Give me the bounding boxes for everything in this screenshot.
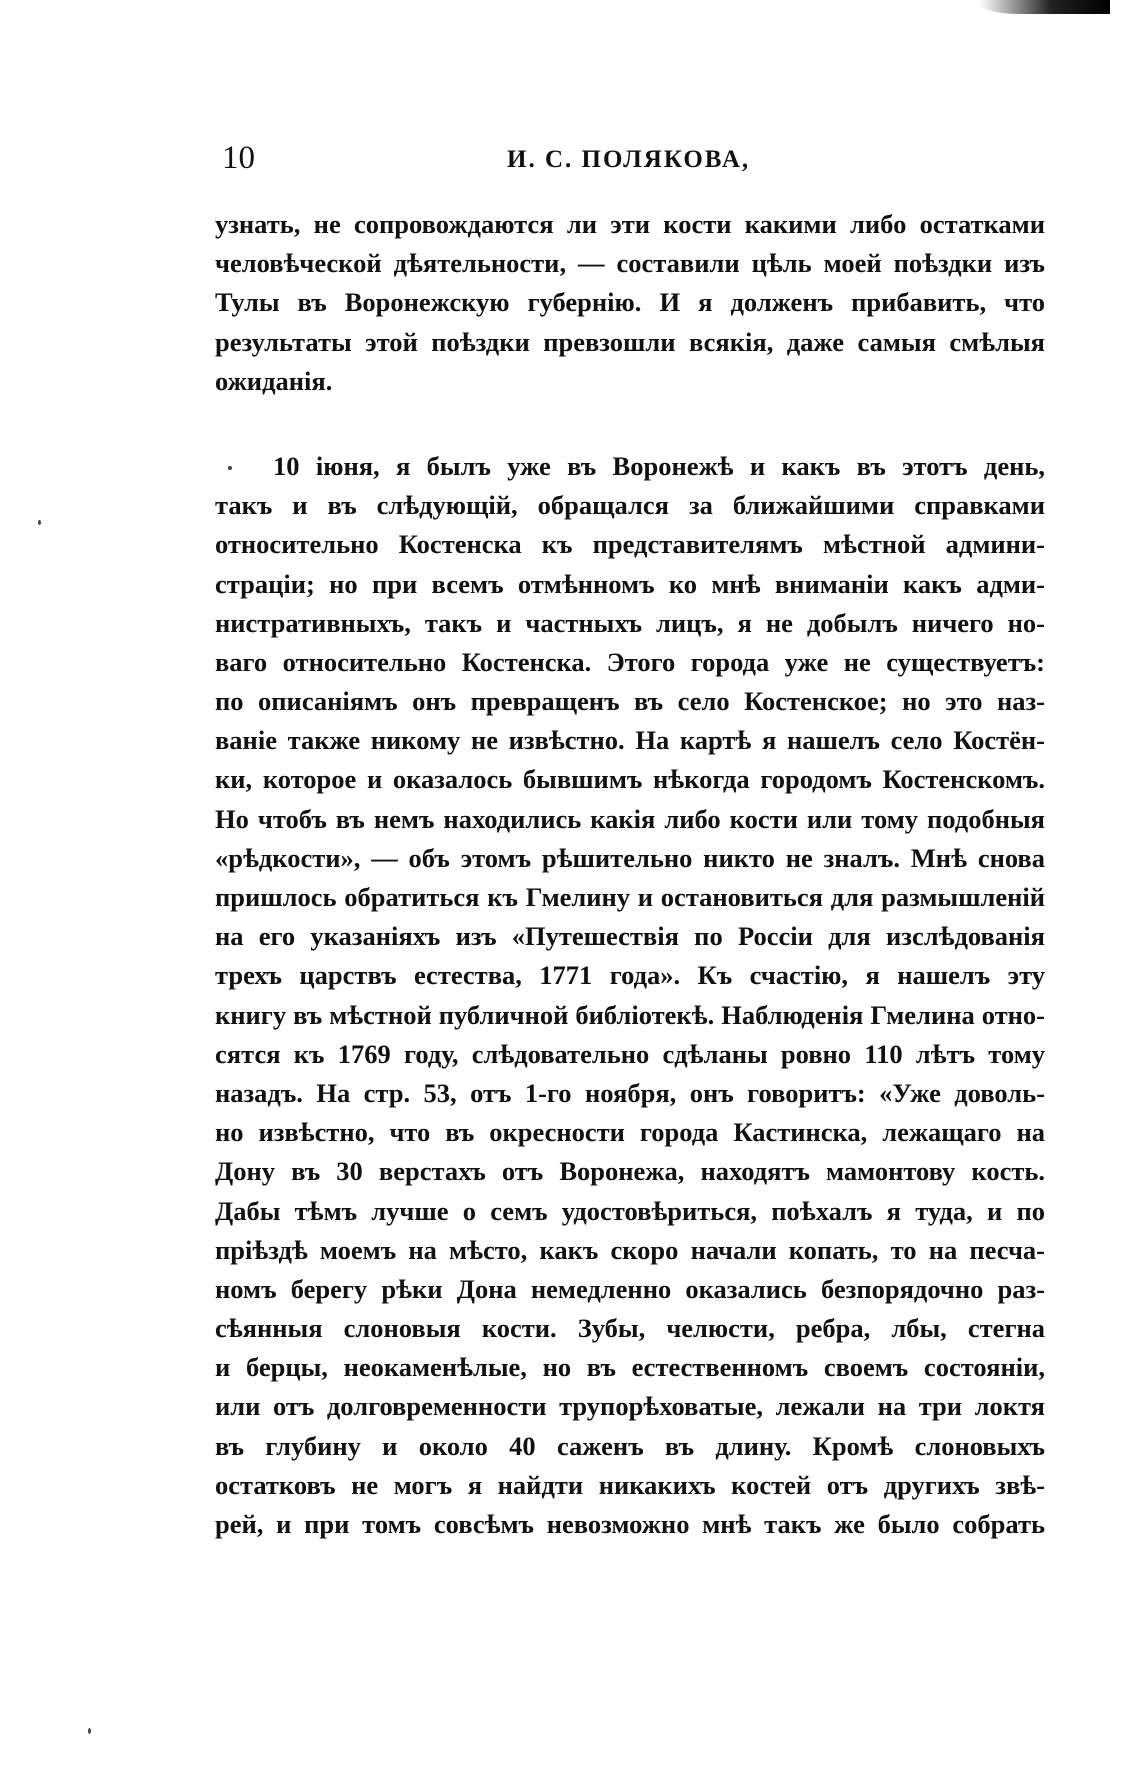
running-head: И. С. ПОЛЯКОВА,: [507, 146, 751, 173]
text-line: назадъ. На стр. 53, отъ 1-го ноября, онъ говоритъ: «Уже доволь-: [215, 1077, 1045, 1108]
text-line: Дабы тѣмъ лучше о семъ удостовѣриться, поѣхалъ я туда, и по: [215, 1195, 1045, 1226]
text-line: ожиданія.: [215, 365, 333, 396]
text-line: сятся къ 1769 году, слѣдовательно сдѣланы ровно 110 лѣтъ тому: [215, 1038, 1045, 1069]
scan-speck: [38, 520, 41, 525]
scan-edge-mark: [980, 0, 1110, 14]
text-line: человѣческой дѣятельности, — составили цѣль моей поѣздки изъ: [215, 248, 1045, 279]
paragraph-1: [215, 205, 1045, 401]
text-line: Тулы въ Воронежскую губернію. И я долженъ прибавить, что: [215, 287, 1045, 318]
text-line: сѣянныя слоновыя кости. Зубы, челюсти, ребра, лбы, стегна: [215, 1313, 1045, 1344]
page-number: 10: [222, 140, 255, 176]
text-line: «рѣдкости», — объ этомъ рѣшительно никто не зналъ. Мнѣ снова: [215, 842, 1045, 873]
text-line: книгу въ мѣстной публичной библіотекѣ. Наблюденія Гмелина отно-: [215, 999, 1045, 1030]
text-line: нистративныхъ, такъ и частныхъ лицъ, я не добылъ ничего но-: [215, 607, 1045, 638]
text-line: Дону въ 30 верстахъ отъ Воронежа, находятъ мамонтову кость.: [215, 1156, 1045, 1187]
text-line: ваніе также никому не извѣстно. На картѣ я нашелъ село Костён-: [215, 725, 1045, 756]
text-line: но извѣстно, что въ окресности города Кастинска, лежащаго на: [215, 1117, 1045, 1148]
text-line: на его указаніяхъ изъ «Путешествія по Россіи для изслѣдованія: [215, 921, 1045, 952]
text-line: пришлось обратиться къ Гмелину и остановиться для размышленій: [215, 882, 1045, 912]
text-line: 10 іюня, я былъ уже въ Воронежѣ и какъ въ этотъ день,: [273, 450, 1045, 481]
text-line: трехъ царствъ естества, 1771 года». Къ счастію, я нашелъ эту: [215, 960, 1045, 991]
text-line: узнать, не сопровождаются ли эти кости какими либо остатками: [215, 209, 1045, 239]
body-text: [215, 205, 1045, 1544]
text-line: въ глубину и около 40 саженъ въ длину. Кромѣ слоновыхъ: [215, 1430, 1045, 1461]
text-line: рей, и при томъ совсѣмъ невозможно мнѣ такъ же было собрать: [215, 1509, 1045, 1539]
text-line: результаты этой поѣздки превзошли всякія, даже самыя смѣлыя: [215, 326, 1045, 357]
page-header: [222, 138, 752, 178]
text-line: пріѣздѣ моемъ на мѣсто, какъ скоро начали копать, то на песча-: [215, 1234, 1045, 1265]
text-line: по описаніямъ онъ превращенъ въ село Костенское; но это наз-: [215, 686, 1045, 717]
text-line: ваго относительно Костенска. Этого города уже не существуетъ:: [215, 646, 1045, 677]
text-line: и берцы, неокаменѣлые, но въ естественномъ своемъ состояніи,: [215, 1352, 1045, 1383]
text-line: номъ берегу рѣки Дона немедленно оказались безпорядочно раз-: [215, 1273, 1045, 1304]
paragraph-2: [215, 447, 1045, 1544]
text-line: страціи; но при всемъ отмѣнномъ ко мнѣ вниманіи какъ адми-: [215, 568, 1045, 599]
text-line: такъ и въ слѣдующій, обращался за ближайшими справками: [215, 490, 1045, 521]
scan-speck: [88, 1728, 91, 1734]
text-line: Но чтобъ въ немъ находились какія либо кости или тому подобныя: [215, 803, 1045, 834]
text-line: ки, которое и оказалось бывшимъ нѣкогда городомъ Костенскомъ.: [215, 764, 1045, 795]
text-line: или отъ долговременности трупорѣховатые, лежали на три локтя: [215, 1391, 1045, 1422]
text-line: относительно Костенска къ представителямъ мѣстной админи-: [215, 529, 1045, 560]
text-line: остатковъ не могъ я найдти никакихъ костей отъ другихъ звѣ-: [215, 1469, 1045, 1500]
